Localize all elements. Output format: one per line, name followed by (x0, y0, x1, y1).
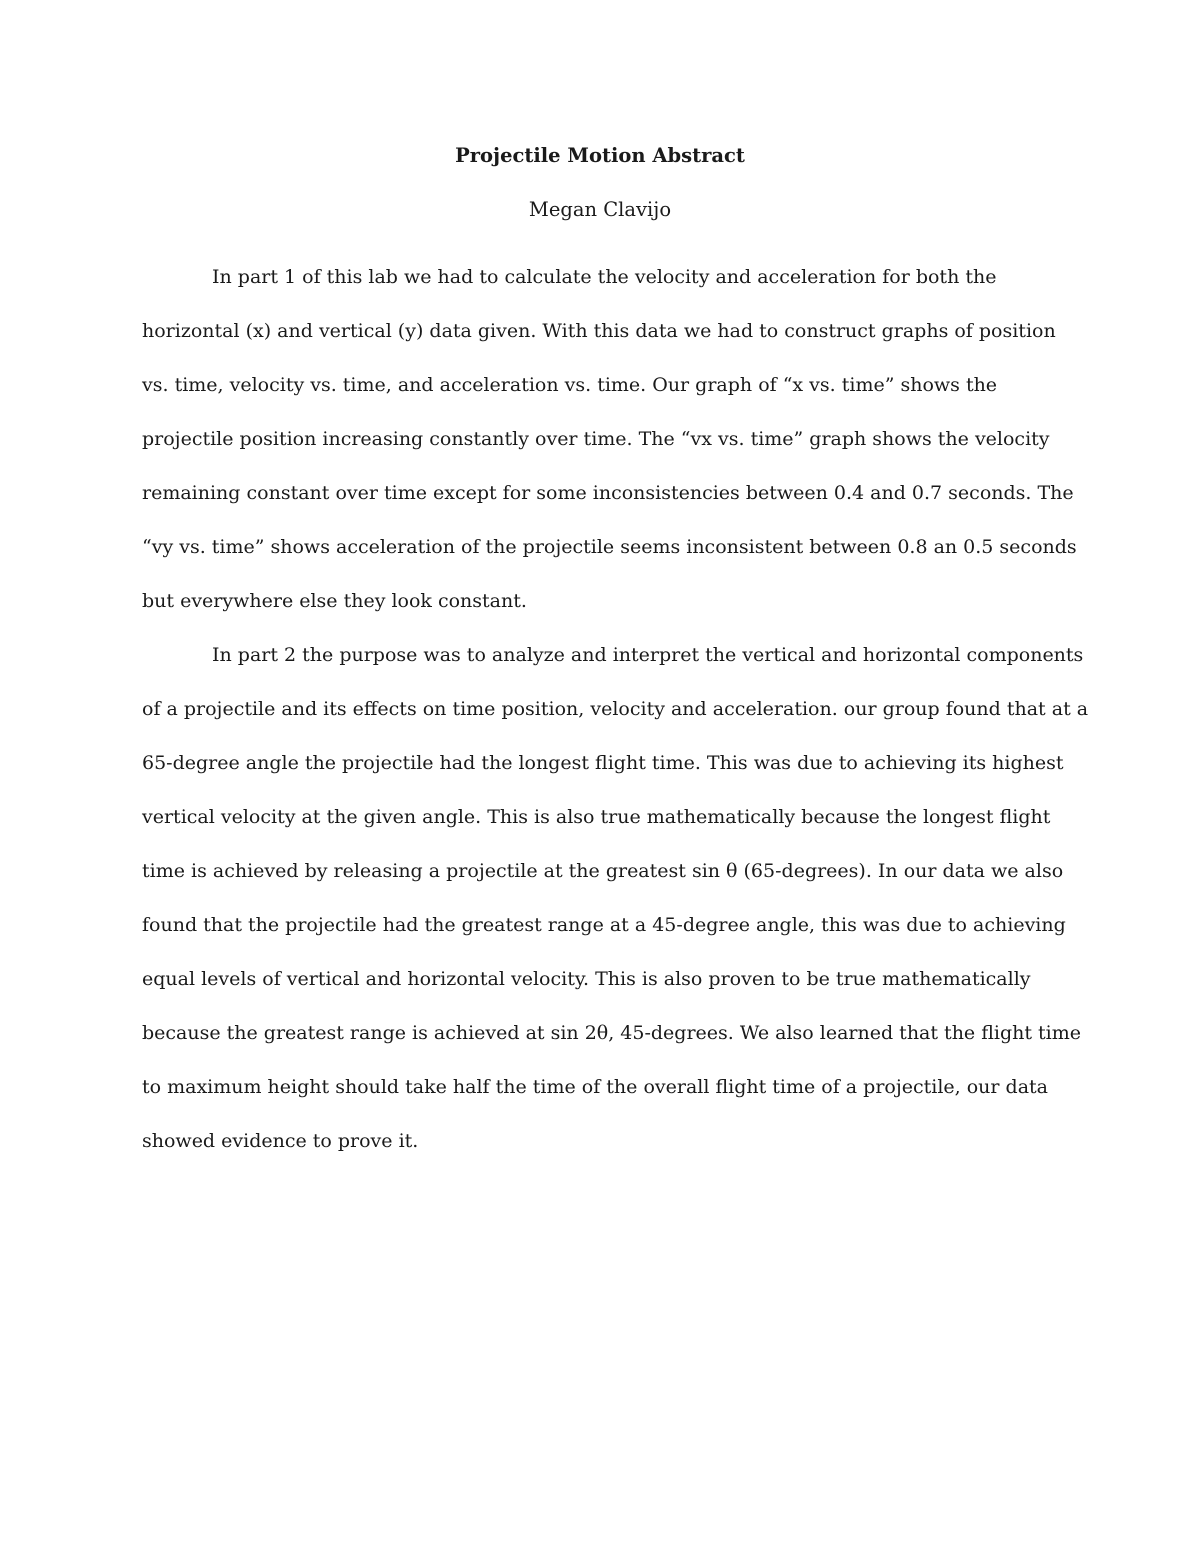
paragraph-line: projectile position increasing constantly over time. The “vx vs. time” graph shows the velocity (142, 428, 1050, 450)
author-name: Megan Clavijo (528, 198, 672, 221)
paragraph-line: to maximum height should take half the time of the overall flight time of a projectile, our data (142, 1076, 1048, 1098)
paragraph-part-2 (142, 628, 1089, 1168)
document-body (142, 250, 1089, 1168)
paragraph-line: equal levels of vertical and horizontal velocity. This is also proven to be true mathematically (142, 968, 1031, 990)
paragraph-line: In part 1 of this lab we had to calculate the velocity and acceleration for both the (212, 266, 997, 288)
paragraph-line: vertical velocity at the given angle. This is also true mathematically because the longest flight (142, 806, 1051, 828)
paragraph-line: horizontal (x) and vertical (y) data given. With this data we had to construct graphs of position (142, 320, 1056, 342)
paragraph-line: remaining constant over time except for some inconsistencies between 0.4 and 0.7 seconds. The (142, 482, 1074, 504)
paragraph-line: 65-degree angle the projectile had the longest flight time. This was due to achieving its highest (142, 752, 1064, 774)
paragraph-line: “vy vs. time” shows acceleration of the projectile seems inconsistent between 0.8 an 0.5 seconds (142, 536, 1077, 558)
paragraph-line: In part 2 the purpose was to analyze and interpret the vertical and horizontal components (212, 644, 1084, 666)
paragraph-line: time is achieved by releasing a projectile at the greatest sin θ (65-degrees). In our data we also (142, 860, 1064, 882)
paragraph-part-1 (142, 250, 1077, 628)
document-title: Projectile Motion Abstract (455, 144, 745, 167)
paragraph-line: because the greatest range is achieved at sin 2θ, 45-degrees. We also learned that the flight time (142, 1022, 1082, 1044)
paragraph-line: found that the projectile had the greatest range at a 45-degree angle, this was due to achieving (142, 914, 1066, 936)
paragraph-line: but everywhere else they look constant. (142, 590, 527, 612)
paragraph-line: of a projectile and its effects on time position, velocity and acceleration. our group found that at a (142, 698, 1089, 720)
paragraph-line: showed evidence to prove it. (142, 1130, 419, 1152)
paragraph-line: vs. time, velocity vs. time, and acceleration vs. time. Our graph of “x vs. time” shows the (142, 374, 998, 396)
